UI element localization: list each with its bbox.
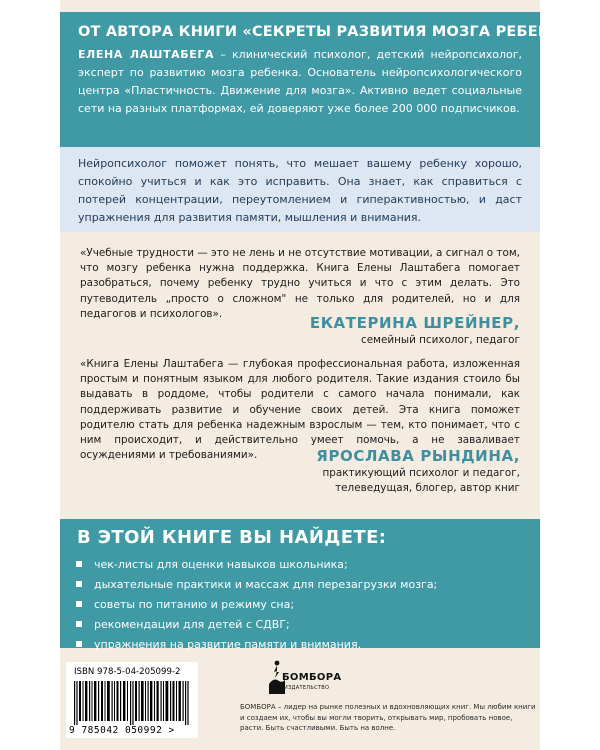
square-bullet-icon [76,561,82,567]
author-heading: ОТ АВТОРА КНИГИ «СЕКРЕТЫ РАЗВИТИЯ МОЗГА РЕБЕНКА» [78,24,584,40]
quote-author-1 [310,313,520,348]
quote-author-role-2b: телеведущая, блогер, автор книг [335,482,520,494]
feature-item-text: дыхательные практики и массаж для перезагрузки мозга; [94,578,438,591]
feature-item [76,618,290,632]
author-bio-text: – клинический психолог, детский нейропсихолог, эксперт по развитию мозга ребенка. Основатель нейропсихологического центра «Пластичность. Движение для мозга». Активно ведет социальные сети на разных платформах, ей доверяют уже более 200 000 подписчиков. [78,48,523,115]
intro-text: Нейропсихолог поможет понять, что мешает вашему ребенку хорошо, спокойно учиться и как это исправить. Она знает, как справиться с потерей концентрации, переутомлением и гиперактивностью, и даст упражнения для развития памяти, мышления и внимания. [78,157,522,224]
feature-item [76,578,437,592]
publisher-text: БОМБОРА – лидер на рынке полезных и вдохновляющих книг. Мы любим книги и создаем их, чтобы вы могли творить, открывать мир, пробовать новое, расти. Быть счастливыми. Быть на волне. [240,703,536,732]
quote-author-role-2a: практикующий психолог и педагог, [322,467,520,479]
publisher-name: БОМБОРА [282,672,342,683]
features-box [60,519,540,651]
feature-item-text: рекомендации для детей с СДВГ; [94,618,290,631]
author-name: ЕЛЕНА ЛАШТАБЕГА [78,48,215,61]
feature-item-text: советы по питанию и режиму сна; [94,598,295,611]
quote-author-role-1: семейный психолог, педагог [361,334,520,346]
feature-item [76,638,361,652]
quote-author-name-2: ЯРОСЛАВА РЫНДИНА, [316,447,520,465]
intro-box [60,147,540,232]
feature-item-text: упражнения на развитие памяти и внимания. [94,638,362,651]
features-title: В ЭТОЙ КНИГЕ ВЫ НАЙДЕТЕ: [77,527,387,548]
quote-author-2 [316,446,520,496]
author-box [60,12,584,147]
feature-item-text: чек-листы для оценки навыков школьника; [94,558,348,571]
barcode-icon [72,681,192,725]
isbn-text: ISBN 978-5-04-205099-2 [74,667,181,677]
square-bullet-icon [76,601,82,607]
feature-item [76,598,294,612]
quote-text-1: «Учебные трудности — это не лень и не отсутствие мотивации, а сигнал о том, что мозгу ребенка нужна поддержка. Книга Елены Лаштабега помогает разобраться, почему ребенку трудно учиться и что с этим делать. Это путеводитель „просто о сложном" не только для родителей, но и для педагогов и психологов». [80,247,520,320]
square-bullet-icon [76,641,82,647]
publisher-subtitle: ИЗДАТЕЛЬСТВО [284,685,330,691]
quote-text-2: «Книга Елены Лаштабега — глубокая профессиональная работа, изложенная простым и понятным языком для любого родителя. Такие издания стоило бы выдавать в роддоме, чтобы родители с самого начала понимали, как поддерживать развитие и обучение своих детей. Эта книга поможет родителю стать для ребенка надежным взрослым — тем, кто понимает, что с ним происходит, и действительно умеет помочь, а не заваливает осуждениями и требованиями». [80,358,520,462]
publisher-logo [268,660,342,696]
square-bullet-icon [76,581,82,587]
barcode-box [66,662,198,738]
author-bio [78,46,522,118]
square-bullet-icon [76,621,82,627]
barcode-digits: 9 785042 050992 > [69,725,175,736]
back-cover [60,0,584,750]
feature-item [76,558,348,572]
quote-author-name-1: ЕКАТЕРИНА ШРЕЙНЕР, [309,314,520,332]
